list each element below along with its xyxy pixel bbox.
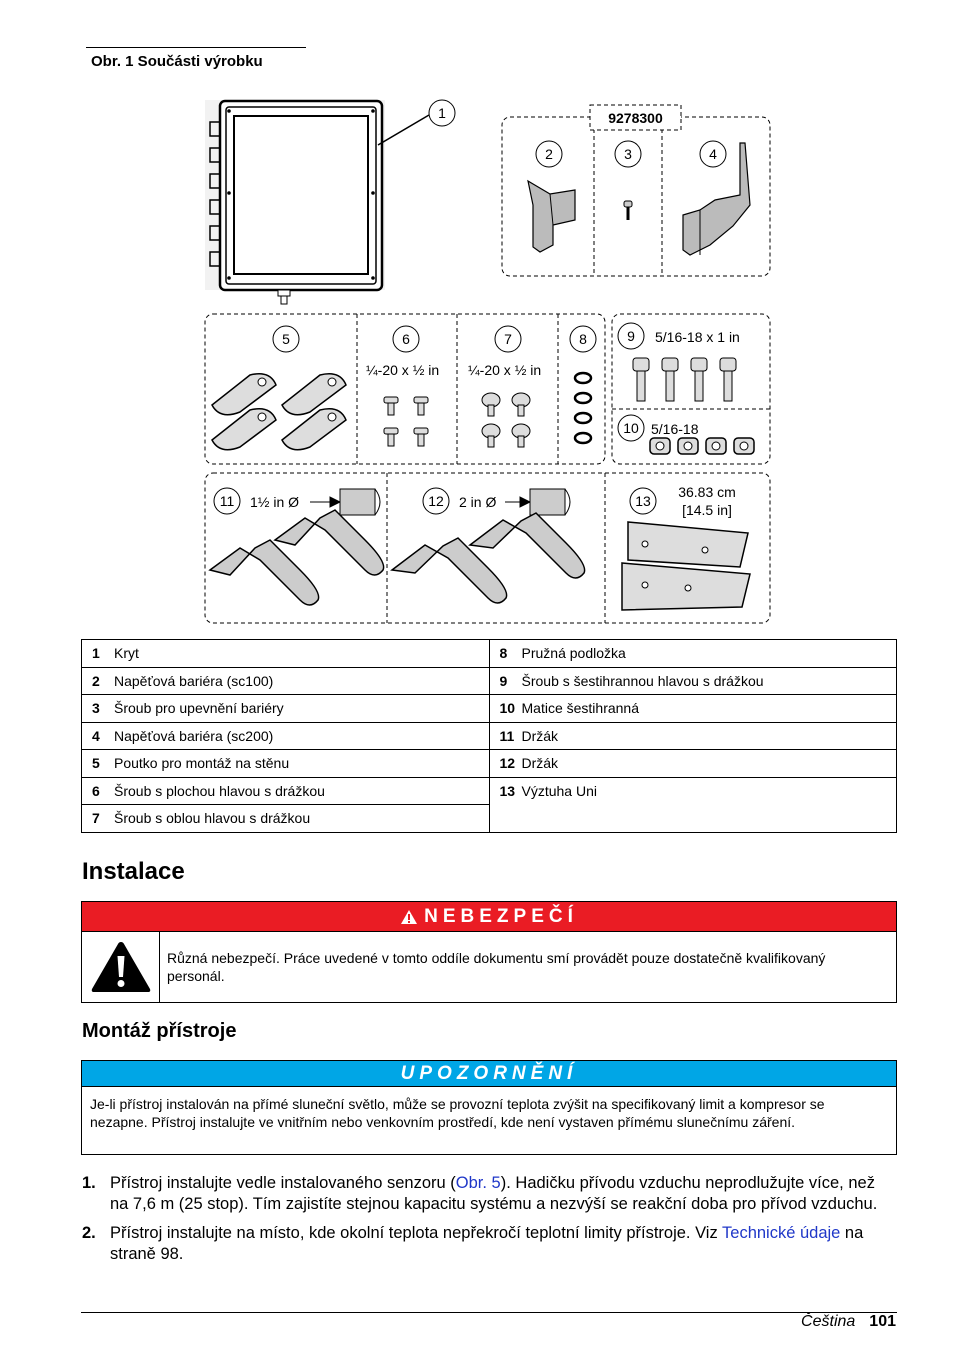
table-cell: 6 Šroub s plochou hlavou s drážkou xyxy=(82,777,490,805)
footer xyxy=(801,1313,896,1331)
callout-3 xyxy=(615,141,641,167)
svg-text:9: 9 xyxy=(627,328,635,344)
table-cell: 12 Držák xyxy=(489,750,897,778)
table-row xyxy=(82,750,897,778)
table-cell: 13 Výztuha Uni xyxy=(489,777,897,832)
danger-icon-cell xyxy=(82,932,160,1002)
table-row xyxy=(82,640,897,668)
svg-text:4: 4 xyxy=(709,146,717,162)
table-cell: 2 Napěťová bariéra (sc100) xyxy=(82,667,490,695)
table-cell: 9 Šroub s šestihrannou hlavou s drážkou xyxy=(489,667,897,695)
footer-rule xyxy=(81,1312,897,1313)
step-item: 1. Přístroj instalujte vedle instalovaného senzoru (Obr. 5). Hadičku přívodu vzduchu neprodlužujte více, než na 7,6 m (25 stop). Tím zajistíte stejnou kapacitu systému a nezvýší se reakční doba pro přívod vzduchu. xyxy=(82,1174,878,1213)
callout-4 xyxy=(700,141,726,167)
danger-header: NEBEZPEČÍ xyxy=(82,902,896,932)
callout-5 xyxy=(273,326,299,352)
caution-text: Je-li přístroj instalován na přímé sluneční světlo, může se provozní teplota zvýšit na specifikovaný limit a kompresor se nezapne. Přístroj instalujte ve vnitřním nebo venkovním prostředí, kde není vystaven přímému slunečnímu záření. xyxy=(90,1096,825,1130)
callout-12 xyxy=(423,488,449,514)
svg-text:3: 3 xyxy=(624,146,632,162)
parts-figure xyxy=(0,0,954,640)
page-number: 101 xyxy=(869,1313,896,1330)
table-row xyxy=(82,777,897,805)
label-p13-cm: 36.83 cm xyxy=(678,484,736,500)
table-row xyxy=(82,695,897,723)
label-p11: 1½ in Ø xyxy=(250,494,300,510)
callout-13 xyxy=(630,488,656,514)
label-p7: ¼-20 x ½ in xyxy=(468,362,542,378)
figure-caption: Obr. 1 Součásti výrobku xyxy=(91,53,263,70)
table-cell: 8 Pružná podložka xyxy=(489,640,897,668)
callout-8 xyxy=(570,326,596,352)
svg-text:7: 7 xyxy=(504,331,512,347)
enclosure-drawing xyxy=(205,100,429,304)
subsection-title: Montáž přístroje xyxy=(82,1020,237,1042)
svg-text:5: 5 xyxy=(282,331,290,347)
svg-text:10: 10 xyxy=(623,420,639,436)
figure-link[interactable]: Obr. 5 xyxy=(455,1174,501,1192)
install-steps xyxy=(82,1173,882,1273)
warning-triangle-icon xyxy=(90,940,152,994)
label-p9: 5/16-18 x 1 in xyxy=(655,329,740,345)
svg-text:8: 8 xyxy=(579,331,587,347)
label-p10: 5/16-18 xyxy=(651,421,699,437)
table-cell: 10 Matice šestihranná xyxy=(489,695,897,723)
warning-triangle-small-icon xyxy=(400,909,418,925)
svg-text:2: 2 xyxy=(545,146,553,162)
label-p12: 2 in Ø xyxy=(459,494,497,510)
svg-text:6: 6 xyxy=(402,331,410,347)
parts-table xyxy=(81,639,897,833)
label-p6: ¼-20 x ½ in xyxy=(366,362,440,378)
label-p13-in: [14.5 in] xyxy=(682,502,732,518)
callout-7 xyxy=(495,326,521,352)
specs-link[interactable]: Technické údaje xyxy=(722,1224,841,1242)
section-title: Instalace xyxy=(82,858,185,885)
caution-notice xyxy=(81,1060,897,1155)
barrier-kit-box xyxy=(502,105,770,276)
table-cell: 7 Šroub s oblou hlavou s drážkou xyxy=(82,805,490,833)
callout-9 xyxy=(618,323,644,349)
table-row xyxy=(82,722,897,750)
step-item: 2. Přístroj instalujte na místo, kde okolní teplota nepřekročí teplotní limity přístroje. Viz Technické údaje na straně 98. xyxy=(82,1224,864,1263)
callout-6 xyxy=(393,326,419,352)
part-code: 9278300 xyxy=(608,110,663,126)
svg-text:12: 12 xyxy=(428,493,444,509)
danger-notice xyxy=(81,901,897,1003)
svg-text:11: 11 xyxy=(219,493,235,509)
table-cell: 11 Držák xyxy=(489,722,897,750)
svg-text:13: 13 xyxy=(635,493,651,509)
callout-11 xyxy=(214,488,240,514)
danger-text: Různá nebezpečí. Práce uvedené v tomto oddíle dokumentu smí provádět pouze dostatečně kvalifikovaný personál. xyxy=(167,950,826,984)
table-cell: 1 Kryt xyxy=(82,640,490,668)
callout-1 xyxy=(429,100,455,126)
footer-language: Čeština xyxy=(801,1313,856,1330)
caution-header: UPOZORNĚNÍ xyxy=(82,1061,896,1087)
table-cell: 5 Poutko pro montáž na stěnu xyxy=(82,750,490,778)
callout-10 xyxy=(618,415,644,441)
table-row xyxy=(82,667,897,695)
svg-text:1: 1 xyxy=(438,105,446,121)
table-cell: 4 Napěťová bariéra (sc200) xyxy=(82,722,490,750)
callout-2 xyxy=(536,141,562,167)
table-cell: 3 Šroub pro upevnění bariéry xyxy=(82,695,490,723)
